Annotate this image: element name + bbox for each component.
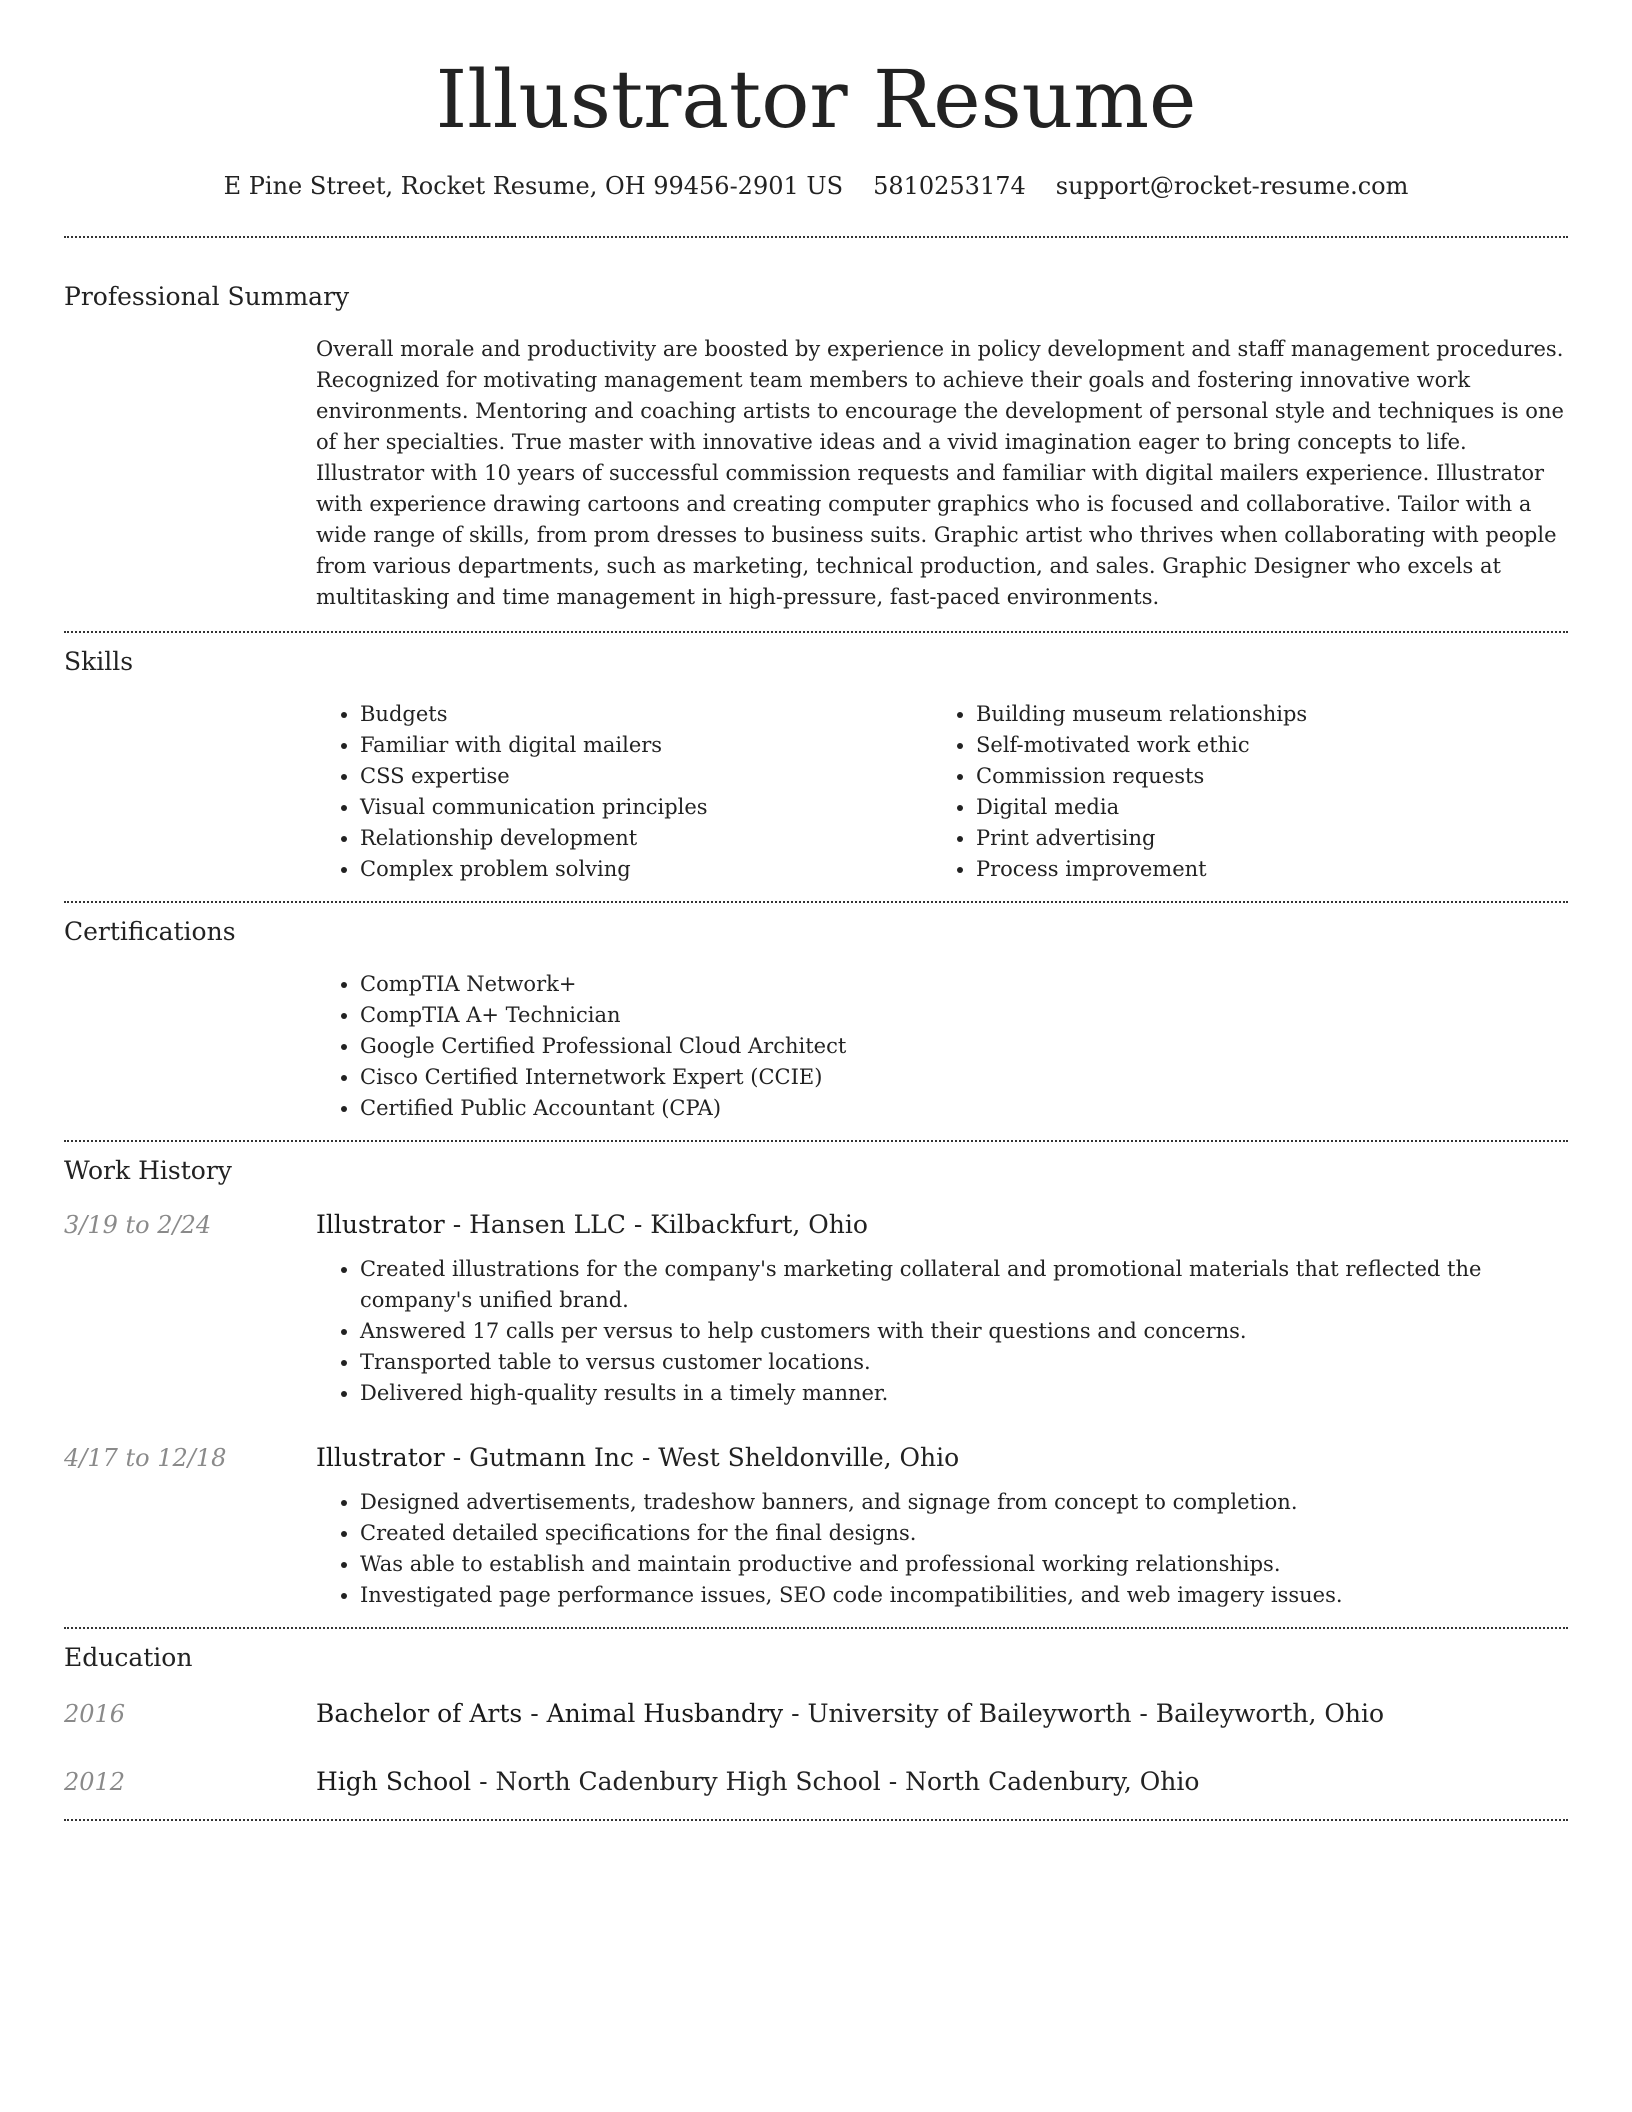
skills-section xyxy=(64,645,1568,885)
job-bullet: • Created illustrations for the company's marketing collateral and promotional materials that reflected the company's unified brand. xyxy=(360,1254,1568,1316)
education-entry xyxy=(64,1765,1568,1799)
certifications-heading: Certifications xyxy=(64,917,236,946)
job-dates: 3/19 to 2/24 xyxy=(64,1211,212,1239)
job-entry xyxy=(64,1441,1568,1475)
degree: Bachelor of Arts xyxy=(316,1699,523,1728)
skill-item: • Building museum relationships xyxy=(976,699,1548,730)
skill-item: • Visual communication principles xyxy=(360,792,932,823)
skill-item: • Complex problem solving xyxy=(360,854,932,885)
certification-item: • Cisco Certified Internetwork Expert (CCIE) xyxy=(360,1062,1568,1093)
resume-title: Illustrator Resume xyxy=(435,53,1197,146)
school-name: North Cadenbury High School xyxy=(495,1767,881,1796)
certification-item: • CompTIA Network+ xyxy=(360,969,1568,1000)
degree: High School xyxy=(316,1767,472,1796)
skill-item: • Digital media xyxy=(976,792,1548,823)
certification-item: • Google Certified Professional Cloud Architect xyxy=(360,1031,1568,1062)
job-bullet: • Transported table to versus customer locations. xyxy=(360,1347,1568,1378)
field-of-study: Animal Husbandry xyxy=(546,1699,784,1728)
divider xyxy=(64,901,1568,903)
skill-item: • Print advertising xyxy=(976,823,1548,854)
skill-item: • CSS expertise xyxy=(360,761,932,792)
job-entry xyxy=(64,1208,1568,1242)
job-bullet: • Investigated page performance issues, SEO code incompatibilities, and web imagery issues. xyxy=(360,1580,1568,1611)
skills-heading: Skills xyxy=(64,647,134,676)
job-bullet: • Answered 17 calls per versus to help customers with their questions and concerns. xyxy=(360,1316,1568,1347)
address: E Pine Street, Rocket Resume, OH 99456-2901 US xyxy=(223,172,844,200)
job-location: West Sheldonville, Ohio xyxy=(658,1443,960,1472)
education-year: 2012 xyxy=(64,1768,126,1796)
skill-item: • Self-motivated work ethic xyxy=(976,730,1548,761)
skill-item: • Process improvement xyxy=(976,854,1548,885)
school-location: North Cadenbury, Ohio xyxy=(905,1767,1200,1796)
skill-item: • Familiar with digital mailers xyxy=(360,730,932,761)
education-entry xyxy=(64,1697,1568,1731)
job-bullet: • Designed advertisements, tradeshow banners, and signage from concept to completion. xyxy=(360,1487,1568,1518)
job-company: Hansen LLC xyxy=(469,1210,626,1239)
job-bullets xyxy=(316,1487,1568,1611)
job-role: Illustrator xyxy=(316,1443,445,1472)
education-section xyxy=(64,1641,1568,1799)
skills-list-left xyxy=(316,699,932,885)
skill-item: • Budgets xyxy=(360,699,932,730)
work-history-heading: Work History xyxy=(64,1156,232,1185)
phone-number: 5810253174 xyxy=(873,172,1026,200)
divider xyxy=(64,1627,1568,1629)
education-heading-line: Bachelor of Arts - Animal Husbandry - University of Baileyworth - Baileyworth, Ohio xyxy=(316,1699,1385,1728)
education-heading-line: High School - North Cadenbury High School - North Cadenbury, Ohio xyxy=(316,1767,1200,1796)
skills-list-right xyxy=(932,699,1548,885)
work-history-section xyxy=(64,1154,1568,1611)
skill-item: • Relationship development xyxy=(360,823,932,854)
summary-section xyxy=(64,280,1568,613)
job-location: Kilbackfurt, Ohio xyxy=(650,1210,868,1239)
job-dates: 4/17 to 12/18 xyxy=(64,1444,227,1472)
certifications-list xyxy=(316,969,1568,1124)
skill-item: • Commission requests xyxy=(976,761,1548,792)
contact-line xyxy=(64,170,1568,202)
job-heading: Illustrator - Hansen LLC - Kilbackfurt, Ohio xyxy=(316,1210,868,1239)
divider xyxy=(64,1140,1568,1142)
job-bullet: • Was able to establish and maintain productive and professional working relationships. xyxy=(360,1549,1568,1580)
education-year: 2016 xyxy=(64,1700,126,1728)
job-company: Gutmann Inc xyxy=(469,1443,634,1472)
school-location: Baileyworth, Ohio xyxy=(1155,1699,1385,1728)
job-bullets xyxy=(316,1254,1568,1409)
job-heading: Illustrator - Gutmann Inc - West Sheldonville, Ohio xyxy=(316,1443,960,1472)
school-name: University of Baileyworth xyxy=(807,1699,1132,1728)
certification-item: • CompTIA A+ Technician xyxy=(360,1000,1568,1031)
certification-item: • Certified Public Accountant (CPA) xyxy=(360,1093,1568,1124)
job-role: Illustrator xyxy=(316,1210,445,1239)
education-heading: Education xyxy=(64,1643,193,1672)
email-address[interactable]: support@rocket-resume.com xyxy=(1055,172,1409,200)
divider xyxy=(64,236,1568,238)
summary-text: Overall morale and productivity are boosted by experience in policy development and staff management procedures. Recognized for motivating management team members to achieve their goals and fostering innovative work environments. Mentoring and coaching artists to encourage the development of personal style and techniques is one of her specialties. True master with innovative ideas and a vivid imagination eager to bring concepts to life. Illustrator with 10 years of successful commission requests and familiar with digital mailers experience. Illustrator with experience drawing cartoons and creating computer graphics who is focused and collaborative. Tailor with a wide range of skills, from prom dresses to business suits. Graphic artist who thrives when collaborating with people from various departments, such as marketing, technical production, and sales. Graphic Designer who excels at multitasking and time management in high-pressure, fast-paced environments. xyxy=(316,337,1564,609)
job-bullet: • Created detailed specifications for the final designs. xyxy=(360,1518,1568,1549)
divider xyxy=(64,631,1568,633)
divider xyxy=(64,1819,1568,1821)
certifications-section xyxy=(64,915,1568,1124)
job-bullet: • Delivered high-quality results in a timely manner. xyxy=(360,1378,1568,1409)
summary-heading: Professional Summary xyxy=(64,282,350,311)
